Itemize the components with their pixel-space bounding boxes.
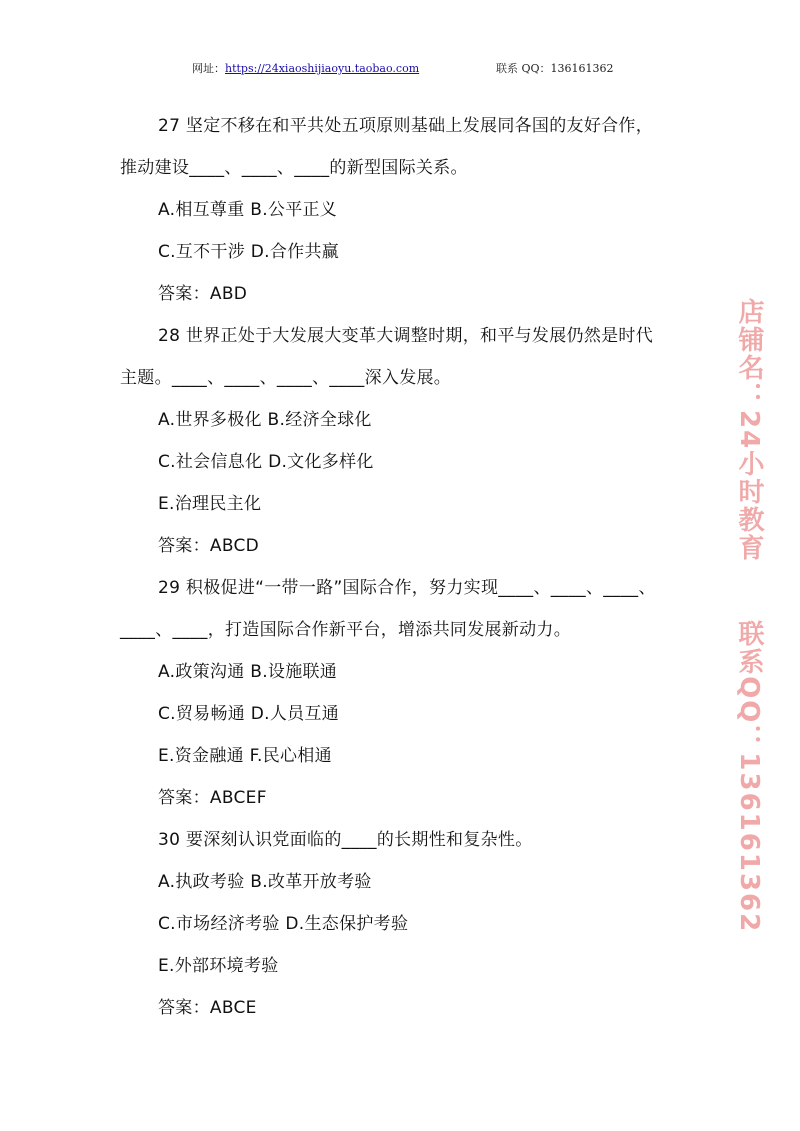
- watermark-contact: 联系QQ：136161362: [734, 620, 764, 934]
- question-29-options-ab: A.政策沟通 B.设施联通: [158, 662, 338, 682]
- qq-label: 联系 QQ：: [496, 62, 551, 75]
- question-28-options-cd: C.社会信息化 D.文化多样化: [158, 452, 374, 472]
- question-30-option-e: E.外部环境考验: [158, 956, 279, 976]
- question-27-answer: 答案：ABD: [158, 284, 248, 304]
- question-content: [120, 105, 690, 1029]
- page-header: [0, 60, 800, 76]
- question-28-answer: 答案：ABCD: [158, 536, 260, 556]
- question-30-options-ab: A.执政考验 B.改革开放考验: [158, 872, 372, 892]
- question-28-options-ab: A.世界多极化 B.经济全球化: [158, 410, 372, 430]
- question-29-stem: 29 积极促进“一带一路”国际合作，努力实现____、____、____、: [158, 578, 656, 598]
- question-29-answer: 答案：ABCEF: [158, 788, 267, 808]
- question-30-stem: 30 要深刻认识党面临的____的长期性和复杂性。: [158, 830, 533, 850]
- question-28-stem-cont: 主题。____、____、____、____深入发展。: [120, 368, 452, 388]
- question-29-options-ef: E.资金融通 F.民心相通: [158, 746, 332, 766]
- question-27-stem: 27 坚定不移在和平共处五项原则基础上发展同各国的友好合作，: [158, 116, 654, 136]
- watermark-shop: 店铺名：24小时教育: [734, 298, 764, 563]
- shop-watermark: [732, 298, 768, 934]
- question-29-options-cd: C.贸易畅通 D.人员互通: [158, 704, 340, 724]
- site-label: 网址：: [192, 62, 225, 75]
- site-info: [192, 60, 419, 76]
- shop-link[interactable]: https://24xiaoshijiaoyu.taobao.com: [225, 62, 420, 75]
- question-28-option-e: E.治理民主化: [158, 494, 262, 514]
- question-28-stem: 28 世界正处于大发展大变革大调整时期，和平与发展仍然是时代: [158, 326, 654, 346]
- question-27-stem-cont: 推动建设____、____、____的新型国际关系。: [120, 158, 468, 178]
- question-27-options-cd: C.互不干涉 D.合作共赢: [158, 242, 340, 262]
- question-27-options-ab: A.相互尊重 B.公平正义: [158, 200, 338, 220]
- qq-number: 136161362: [550, 62, 614, 75]
- question-29-stem-cont: ____、____，打造国际合作新平台，增添共同发展新动力。: [120, 620, 571, 640]
- question-30-answer: 答案：ABCE: [158, 998, 257, 1018]
- qq-info: [496, 60, 614, 76]
- question-30-options-cd: C.市场经济考验 D.生态保护考验: [158, 914, 409, 934]
